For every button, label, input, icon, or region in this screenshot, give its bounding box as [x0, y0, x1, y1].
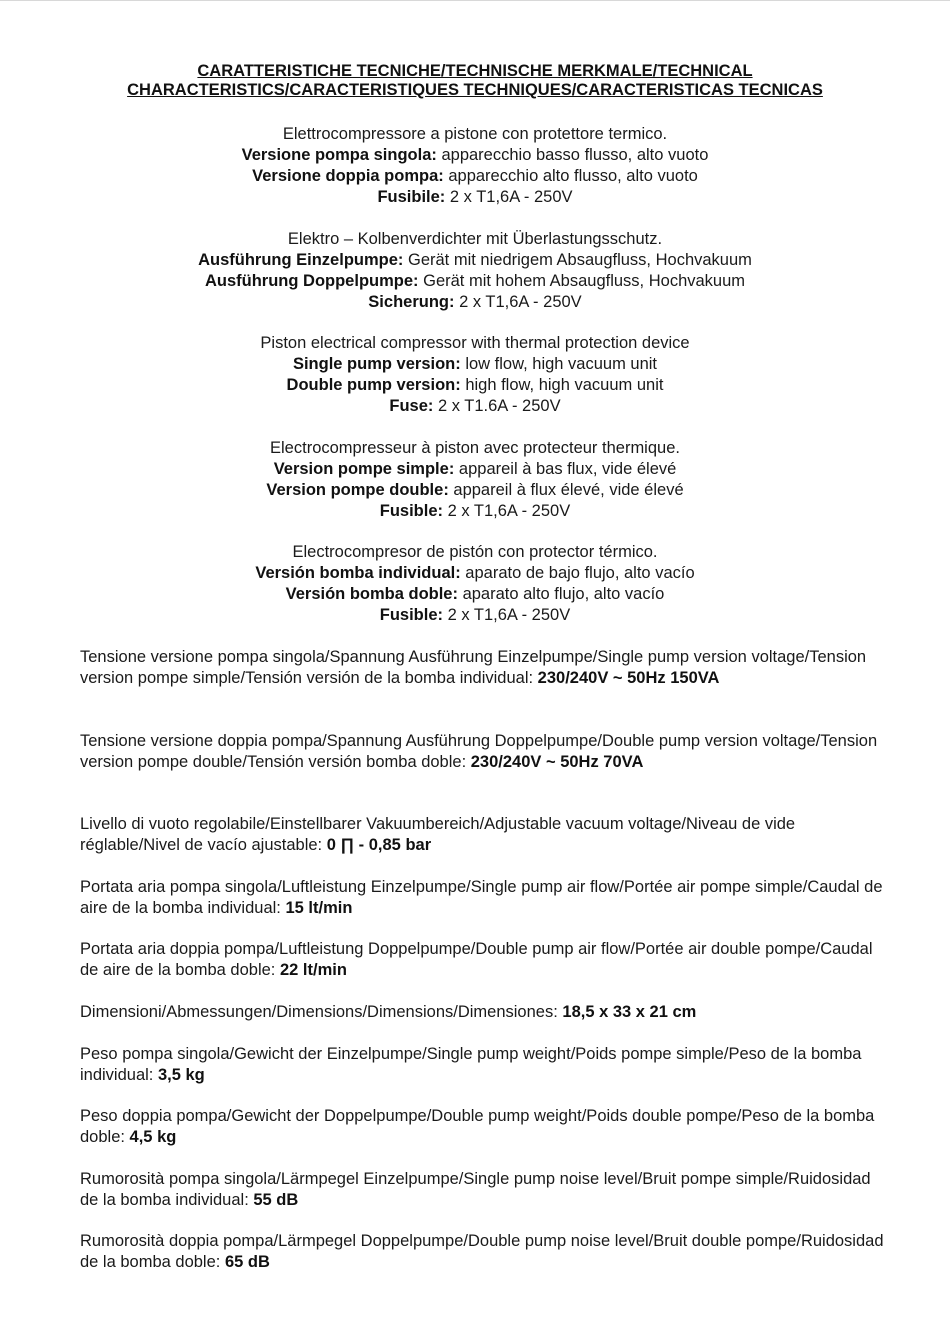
spec-text: Portata aria pompa singola/Luftleistung Einzelpumpe/Single pump air flow/Portée air pompe simple/Caudal de aire de la bomba individual:: [80, 878, 883, 917]
spec-value: 65 dB: [224, 1253, 270, 1271]
spec-dimensions: [80, 1002, 890, 1023]
spec-text: Peso pompa singola/Gewicht der Einzelpumpe/Single pump weight/Poids pompe simple/Peso de la bomba individual:: [80, 1045, 862, 1084]
block-single: [40, 250, 910, 271]
spec-text: Portata aria doppia pompa/Luftleistung Doppelpumpe/Double pump air flow/Portée air double pompe/Caudal de aire de la bomba doble:: [80, 940, 873, 979]
double-text: apparecchio alto flusso, alto vuoto: [443, 167, 698, 185]
lang-block-it: [40, 124, 910, 208]
block-single: [40, 145, 910, 166]
block-fuse: [40, 501, 910, 522]
single-text: Gerät mit niedrigem Absaugfluss, Hochvakuum: [403, 251, 752, 269]
lang-block-en: [40, 333, 910, 417]
spec-value: 3,5 kg: [157, 1066, 205, 1084]
spec-single-noise: [80, 1169, 890, 1211]
single-text: appareil à bas flux, vide élevé: [454, 460, 677, 478]
block-double: [40, 375, 910, 396]
single-text: aparato de bajo flujo, alto vacío: [460, 564, 695, 582]
spec-double-airflow: [80, 939, 890, 981]
lang-block-fr: [40, 438, 910, 522]
double-label: Double pump version:: [286, 376, 461, 394]
lang-block-de: [40, 229, 910, 313]
block-intro: Elektro – Kolbenverdichter mit Überlastungsschutz.: [287, 230, 663, 248]
fuse-text: 2 x T1,6A - 250V: [443, 502, 571, 520]
block-fuse: [40, 292, 910, 313]
spec-value: 230/240V ~ 50Hz 150VA: [537, 669, 720, 687]
block-single: [40, 459, 910, 480]
block-single: [40, 354, 910, 375]
block-single: [40, 563, 910, 584]
spec-text: Tensione versione doppia pompa/Spannung Ausführung Doppelpumpe/Double pump version voltage/Tension version pompe double/Tensión versión bomba doble:: [80, 732, 878, 771]
double-text: appareil à flux élevé, vide élevé: [448, 481, 684, 499]
spec-value: 22 lt/min: [279, 961, 347, 979]
spec-double-voltage: [80, 731, 890, 773]
block-double: [40, 480, 910, 501]
fuse-label: Fusible:: [379, 606, 444, 624]
spec-value: 18,5 x 33 x 21 cm: [562, 1003, 697, 1021]
block-intro: Electrocompresseur à piston avec protecteur thermique.: [270, 439, 680, 457]
title-line-1: CARATTERISTICHE TECNICHE/TECHNISCHE MERKMALE/TECHNICAL: [197, 62, 753, 80]
block-intro: Elettrocompressore a pistone con protettore termico.: [282, 125, 668, 143]
lang-block-es: [40, 542, 910, 626]
block-fuse: [40, 396, 910, 417]
block-fuse: [40, 605, 910, 626]
title-line-2: CHARACTERISTICS/CARACTERISTIQUES TECHNIQUES/CARACTERISTICAS TECNICAS: [127, 81, 823, 99]
fuse-label: Fuse:: [389, 397, 434, 415]
fuse-text: 2 x T1.6A - 250V: [433, 397, 561, 415]
single-label: Version pompe simple:: [273, 460, 455, 478]
spec-value: 4,5 kg: [129, 1128, 177, 1146]
fuse-text: 2 x T1,6A - 250V: [445, 188, 573, 206]
block-double: [40, 271, 910, 292]
spec-double-noise: [80, 1231, 890, 1273]
spec-text: Rumorosità doppia pompa/Lärmpegel Doppelpumpe/Double pump noise level/Bruit double pompe/Ruidosidad de la bomba doble:: [80, 1232, 884, 1271]
spec-value: 230/240V ~ 50Hz 70VA: [470, 753, 644, 771]
block-fuse: [40, 187, 910, 208]
block-double: [40, 166, 910, 187]
double-text: Gerät mit hohem Absaugfluss, Hochvakuum: [418, 272, 746, 290]
spec-single-airflow: [80, 877, 890, 919]
fuse-text: 2 x T1,6A - 250V: [454, 293, 582, 311]
double-label: Versión bomba doble:: [285, 585, 458, 603]
spec-value: 15 lt/min: [285, 899, 353, 917]
single-text: apparecchio basso flusso, alto vuoto: [436, 146, 709, 164]
double-label: Versione doppia pompa:: [252, 167, 444, 185]
spec-text: Tensione versione pompa singola/Spannung Ausführung Einzelpumpe/Single pump version voltage/Tension version pompe simple/Tensión versión de la bomba individual:: [80, 648, 867, 687]
fuse-text: 2 x T1,6A - 250V: [443, 606, 571, 624]
fuse-label: Fusible:: [379, 502, 444, 520]
double-text: aparato alto flujo, alto vacío: [457, 585, 665, 603]
single-text: low flow, high vacuum unit: [460, 355, 658, 373]
block-intro: Electrocompresor de pistón con protector térmico.: [292, 543, 658, 561]
single-label: Ausführung Einzelpumpe:: [198, 251, 404, 269]
double-label: Version pompe double:: [266, 481, 449, 499]
single-label: Versión bomba individual:: [255, 564, 461, 582]
block-double: [40, 584, 910, 605]
page-edge: [0, 0, 950, 1]
spec-text: Peso doppia pompa/Gewicht der Doppelpumpe/Double pump weight/Poids double pompe/Peso de la bomba doble:: [80, 1107, 875, 1146]
spec-text: Rumorosità pompa singola/Lärmpegel Einzelpumpe/Single pump noise level/Bruit pompe simple/Ruidosidad de la bomba individual:: [80, 1170, 871, 1209]
spec-text: Dimensioni/Abmessungen/Dimensions/Dimensions/Dimensiones:: [80, 1003, 563, 1021]
double-text: high flow, high vacuum unit: [460, 376, 664, 394]
fuse-label: Sicherung:: [368, 293, 455, 311]
spec-single-weight: [80, 1044, 890, 1086]
block-intro: Piston electrical compressor with thermal protection device: [260, 334, 690, 352]
spec-text: Livello di vuoto regolabile/Einstellbarer Vakuumbereich/Adjustable vacuum voltage/Niveau de vide réglable/Nivel de vacío ajustable:: [80, 815, 796, 854]
fuse-label: Fusibile:: [377, 188, 446, 206]
spec-single-voltage: [80, 647, 890, 689]
page-title: [60, 62, 890, 100]
double-label: Ausführung Doppelpumpe:: [204, 272, 419, 290]
spec-value: 0 ∏ - 0,85 bar: [326, 836, 432, 854]
spec-double-weight: [80, 1106, 890, 1148]
single-label: Versione pompa singola:: [241, 146, 437, 164]
spec-vacuum-level: [80, 814, 890, 856]
spec-value: 55 dB: [253, 1191, 299, 1209]
single-label: Single pump version:: [292, 355, 461, 373]
